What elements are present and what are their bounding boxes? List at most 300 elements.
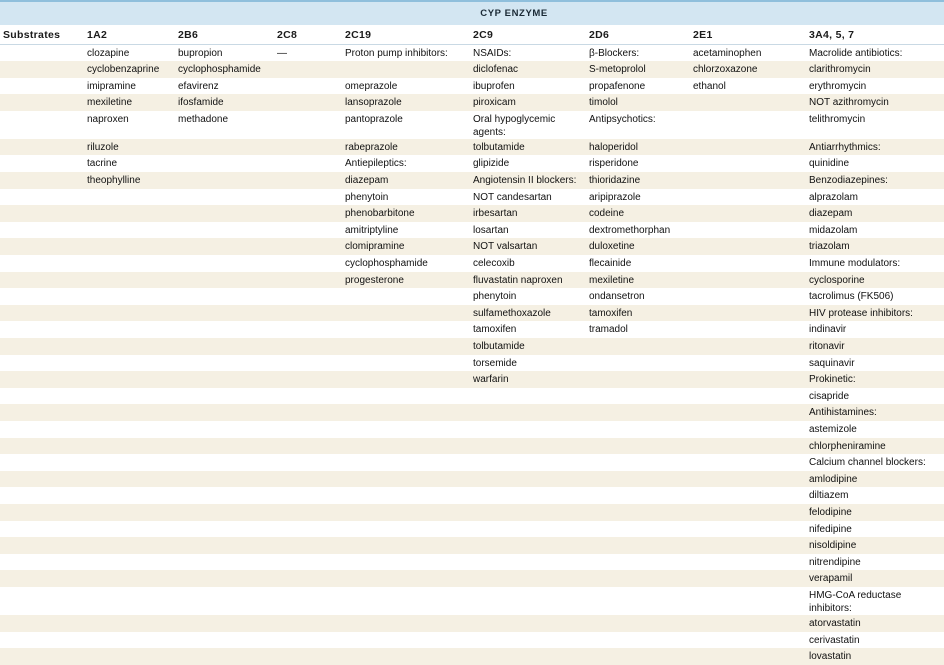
column-header-3a4-5-7: 3A4, 5, 7 <box>806 25 944 45</box>
cell-2e1 <box>690 139 806 156</box>
cell-2c9 <box>470 648 586 665</box>
cell-substrates <box>0 255 84 272</box>
table-row <box>0 454 944 471</box>
cell-2e1: ethanol <box>690 78 806 95</box>
cell-1a2 <box>84 454 175 471</box>
cell-substrates <box>0 155 84 172</box>
cell-2c8 <box>274 338 342 355</box>
cell-2d6 <box>586 371 690 388</box>
cell-substrates <box>0 504 84 521</box>
cell-3a4-5-7: Prokinetic: <box>806 371 944 388</box>
cell-2c8 <box>274 454 342 471</box>
cell-2c8 <box>274 648 342 665</box>
cell-1a2: riluzole <box>84 139 175 156</box>
cell-3a4-5-7: HMG-CoA reductase inhibitors: <box>806 587 944 615</box>
cell-2d6: risperidone <box>586 155 690 172</box>
cell-1a2 <box>84 554 175 571</box>
cell-1a2 <box>84 632 175 649</box>
cell-1a2: imipramine <box>84 78 175 95</box>
table-row <box>0 355 944 372</box>
cell-substrates <box>0 632 84 649</box>
cell-1a2 <box>84 404 175 421</box>
table-row <box>0 338 944 355</box>
cell-2c9: phenytoin <box>470 288 586 305</box>
cell-2c8 <box>274 471 342 488</box>
cell-substrates <box>0 404 84 421</box>
cell-2b6 <box>175 305 274 322</box>
cell-2e1 <box>690 554 806 571</box>
cell-1a2 <box>84 321 175 338</box>
cell-2c19: rabeprazole <box>342 139 470 156</box>
cell-2c9 <box>470 632 586 649</box>
cell-2d6 <box>586 471 690 488</box>
table-row <box>0 404 944 421</box>
cell-2b6 <box>175 255 274 272</box>
cell-3a4-5-7: HIV protease inhibitors: <box>806 305 944 322</box>
cell-2c8 <box>274 111 342 139</box>
cell-2e1 <box>690 521 806 538</box>
cell-substrates <box>0 421 84 438</box>
table-row <box>0 288 944 305</box>
cell-substrates <box>0 238 84 255</box>
cell-2d6: timolol <box>586 94 690 111</box>
cell-2b6 <box>175 648 274 665</box>
cell-2c8 <box>274 205 342 222</box>
cell-2d6: flecainide <box>586 255 690 272</box>
cell-2c19 <box>342 587 470 615</box>
table-row <box>0 487 944 504</box>
cell-2b6 <box>175 632 274 649</box>
cell-2c19 <box>342 404 470 421</box>
cell-2c8 <box>274 554 342 571</box>
cell-2d6 <box>586 587 690 615</box>
cell-substrates <box>0 172 84 189</box>
cell-substrates <box>0 45 84 62</box>
table-row <box>0 189 944 206</box>
cell-2c19: Antiepileptics: <box>342 155 470 172</box>
cell-2d6: codeine <box>586 205 690 222</box>
cell-2d6 <box>586 438 690 455</box>
cell-substrates <box>0 78 84 95</box>
cell-2c9: diclofenac <box>470 61 586 78</box>
cell-2b6 <box>175 454 274 471</box>
cell-2b6 <box>175 554 274 571</box>
cell-2c8 <box>274 632 342 649</box>
table-row <box>0 321 944 338</box>
cell-2b6: methadone <box>175 111 274 139</box>
cell-2c9 <box>470 454 586 471</box>
table-body <box>0 45 944 665</box>
column-header-2c9: 2C9 <box>470 25 586 45</box>
cell-2b6 <box>175 570 274 587</box>
cell-2c9: irbesartan <box>470 205 586 222</box>
cell-2c8 <box>274 288 342 305</box>
cell-substrates <box>0 371 84 388</box>
cell-2d6: thioridazine <box>586 172 690 189</box>
cell-substrates <box>0 272 84 289</box>
cell-2c9 <box>470 521 586 538</box>
cell-2d6: tamoxifen <box>586 305 690 322</box>
cell-2c19 <box>342 487 470 504</box>
cell-2e1 <box>690 355 806 372</box>
table-row <box>0 78 944 95</box>
cell-2c19 <box>342 305 470 322</box>
table-row <box>0 272 944 289</box>
cell-2c8 <box>274 371 342 388</box>
cell-3a4-5-7: nifedipine <box>806 521 944 538</box>
cell-2b6 <box>175 139 274 156</box>
cell-2c19: cyclophosphamide <box>342 255 470 272</box>
cell-2e1 <box>690 321 806 338</box>
table-row <box>0 570 944 587</box>
cell-1a2: theophylline <box>84 172 175 189</box>
cell-3a4-5-7: quinidine <box>806 155 944 172</box>
group-header-cyp-enzyme: CYP ENZYME <box>84 2 944 25</box>
cell-3a4-5-7: cisapride <box>806 388 944 405</box>
cell-1a2 <box>84 487 175 504</box>
cell-2b6 <box>175 487 274 504</box>
table-row <box>0 648 944 665</box>
cell-substrates <box>0 537 84 554</box>
table-row <box>0 388 944 405</box>
cell-2c9 <box>470 487 586 504</box>
table-row <box>0 172 944 189</box>
cell-2c9 <box>470 421 586 438</box>
cell-substrates <box>0 471 84 488</box>
table-row <box>0 521 944 538</box>
cell-2e1: chlorzoxazone <box>690 61 806 78</box>
cell-1a2 <box>84 537 175 554</box>
cell-substrates <box>0 388 84 405</box>
column-header-2b6: 2B6 <box>175 25 274 45</box>
cell-2c8 <box>274 78 342 95</box>
cell-substrates <box>0 487 84 504</box>
cell-2e1 <box>690 272 806 289</box>
cell-substrates <box>0 521 84 538</box>
cell-2b6 <box>175 222 274 239</box>
cell-2e1 <box>690 238 806 255</box>
cell-2d6 <box>586 521 690 538</box>
cell-2c8 <box>274 388 342 405</box>
cell-2e1 <box>690 155 806 172</box>
cell-2b6 <box>175 404 274 421</box>
cell-2c9 <box>470 438 586 455</box>
cell-2b6 <box>175 189 274 206</box>
table-row <box>0 238 944 255</box>
table-row <box>0 554 944 571</box>
cell-1a2 <box>84 615 175 632</box>
cell-2c9: fluvastatin naproxen <box>470 272 586 289</box>
cell-2c19 <box>342 421 470 438</box>
cell-2c19: phenytoin <box>342 189 470 206</box>
cell-3a4-5-7: verapamil <box>806 570 944 587</box>
cell-2d6 <box>586 615 690 632</box>
column-header-2c19: 2C19 <box>342 25 470 45</box>
cell-2c8 <box>274 255 342 272</box>
table-row <box>0 537 944 554</box>
cell-2e1 <box>690 94 806 111</box>
cell-2c8 <box>274 615 342 632</box>
cell-2c8 <box>274 355 342 372</box>
cell-substrates <box>0 94 84 111</box>
cell-1a2 <box>84 587 175 615</box>
cell-substrates <box>0 139 84 156</box>
cell-2c19 <box>342 438 470 455</box>
cell-2b6 <box>175 388 274 405</box>
cell-2e1 <box>690 255 806 272</box>
cell-substrates <box>0 189 84 206</box>
cell-2e1 <box>690 288 806 305</box>
cell-2c8 <box>274 587 342 615</box>
cell-2d6 <box>586 421 690 438</box>
cell-2b6 <box>175 155 274 172</box>
cell-substrates <box>0 111 84 139</box>
cell-2c19: lansoprazole <box>342 94 470 111</box>
column-header-2d6: 2D6 <box>586 25 690 45</box>
cell-2c9: Angiotensin II blockers: <box>470 172 586 189</box>
cell-2c19 <box>342 288 470 305</box>
cell-2c9 <box>470 404 586 421</box>
cell-2d6 <box>586 537 690 554</box>
cell-1a2: clozapine <box>84 45 175 62</box>
cell-3a4-5-7: Immune modulators: <box>806 255 944 272</box>
cell-2d6: propafenone <box>586 78 690 95</box>
cell-2c19 <box>342 632 470 649</box>
cell-3a4-5-7: diazepam <box>806 205 944 222</box>
cell-2b6 <box>175 321 274 338</box>
cell-substrates <box>0 338 84 355</box>
cell-1a2: tacrine <box>84 155 175 172</box>
cell-2c9: NSAIDs: <box>470 45 586 62</box>
cyp-substrate-table <box>0 2 944 665</box>
cell-1a2 <box>84 189 175 206</box>
table-row <box>0 255 944 272</box>
cell-2b6 <box>175 355 274 372</box>
cell-2c19 <box>342 321 470 338</box>
cell-2d6: aripiprazole <box>586 189 690 206</box>
cell-2c9 <box>470 537 586 554</box>
cell-2e1 <box>690 570 806 587</box>
cell-3a4-5-7: clarithromycin <box>806 61 944 78</box>
cell-2b6 <box>175 371 274 388</box>
cell-2c19 <box>342 471 470 488</box>
cell-2d6: S-metoprolol <box>586 61 690 78</box>
cell-2c9 <box>470 615 586 632</box>
cell-3a4-5-7: indinavir <box>806 321 944 338</box>
cell-3a4-5-7: Benzodiazepines: <box>806 172 944 189</box>
cell-2c8 <box>274 222 342 239</box>
cell-2d6 <box>586 570 690 587</box>
table-row <box>0 421 944 438</box>
cell-2d6 <box>586 404 690 421</box>
group-header-spacer <box>0 2 84 25</box>
cell-3a4-5-7: chlorpheniramine <box>806 438 944 455</box>
cell-1a2 <box>84 438 175 455</box>
cell-2b6 <box>175 587 274 615</box>
cell-3a4-5-7: cerivastatin <box>806 632 944 649</box>
cell-2c9 <box>470 504 586 521</box>
cell-3a4-5-7: telithromycin <box>806 111 944 139</box>
cell-2e1 <box>690 438 806 455</box>
cell-2b6 <box>175 272 274 289</box>
cell-1a2: naproxen <box>84 111 175 139</box>
cell-2c8 <box>274 238 342 255</box>
cell-3a4-5-7: triazolam <box>806 238 944 255</box>
cell-2c8 <box>274 438 342 455</box>
cell-1a2 <box>84 504 175 521</box>
table-row <box>0 222 944 239</box>
cell-2e1 <box>690 537 806 554</box>
cell-2e1 <box>690 421 806 438</box>
cell-2b6: cyclophosphamide <box>175 61 274 78</box>
cell-2c9 <box>470 570 586 587</box>
cell-3a4-5-7: lovastatin <box>806 648 944 665</box>
cell-1a2 <box>84 305 175 322</box>
cell-3a4-5-7: Calcium channel blockers: <box>806 454 944 471</box>
cell-2b6: ifosfamide <box>175 94 274 111</box>
cell-2e1 <box>690 371 806 388</box>
cell-1a2 <box>84 521 175 538</box>
table-row <box>0 438 944 455</box>
cell-2d6: tramadol <box>586 321 690 338</box>
cell-2e1 <box>690 388 806 405</box>
column-header-2e1: 2E1 <box>690 25 806 45</box>
table-row <box>0 94 944 111</box>
cell-3a4-5-7: nitrendipine <box>806 554 944 571</box>
table-row <box>0 471 944 488</box>
cell-substrates <box>0 587 84 615</box>
table-row <box>0 371 944 388</box>
cell-2e1 <box>690 404 806 421</box>
cell-substrates <box>0 554 84 571</box>
cell-substrates <box>0 288 84 305</box>
cell-substrates <box>0 615 84 632</box>
cell-2e1: acetaminophen <box>690 45 806 62</box>
cell-2d6 <box>586 454 690 471</box>
table-row <box>0 205 944 222</box>
cell-3a4-5-7: Antiarrhythmics: <box>806 139 944 156</box>
cell-2c19 <box>342 504 470 521</box>
cell-2d6 <box>586 338 690 355</box>
table-row <box>0 111 944 139</box>
cell-2d6 <box>586 632 690 649</box>
cell-3a4-5-7: tacrolimus (FK506) <box>806 288 944 305</box>
cell-2c8 <box>274 570 342 587</box>
cell-2b6 <box>175 338 274 355</box>
cell-3a4-5-7: NOT azithromycin <box>806 94 944 111</box>
cell-2b6 <box>175 504 274 521</box>
table-row <box>0 45 944 62</box>
cell-2c19 <box>342 355 470 372</box>
cell-2c9 <box>470 388 586 405</box>
cell-substrates <box>0 648 84 665</box>
cell-2c19: amitriptyline <box>342 222 470 239</box>
cell-2c8 <box>274 537 342 554</box>
cell-2c9 <box>470 471 586 488</box>
group-header-row <box>0 2 944 25</box>
cell-2c9 <box>470 554 586 571</box>
cell-2c9 <box>470 587 586 615</box>
cell-2d6 <box>586 487 690 504</box>
cell-2c8 <box>274 504 342 521</box>
table-row <box>0 139 944 156</box>
cell-2d6 <box>586 504 690 521</box>
cell-1a2 <box>84 338 175 355</box>
table-row <box>0 155 944 172</box>
cell-2c9: tolbutamide <box>470 139 586 156</box>
cell-2c19: pantoprazole <box>342 111 470 139</box>
cell-1a2 <box>84 471 175 488</box>
cell-3a4-5-7: Macrolide antibiotics: <box>806 45 944 62</box>
cell-2c8 <box>274 139 342 156</box>
cell-2e1 <box>690 338 806 355</box>
cell-2c9: tolbutamide <box>470 338 586 355</box>
cell-1a2 <box>84 272 175 289</box>
cell-3a4-5-7: diltiazem <box>806 487 944 504</box>
cell-2c9: NOT candesartan <box>470 189 586 206</box>
cell-2b6 <box>175 205 274 222</box>
cell-substrates <box>0 205 84 222</box>
cell-2c8 <box>274 404 342 421</box>
cell-2d6: dextromethorphan <box>586 222 690 239</box>
cell-2c8 <box>274 272 342 289</box>
cell-2d6 <box>586 554 690 571</box>
cell-1a2 <box>84 355 175 372</box>
cell-1a2 <box>84 255 175 272</box>
cell-2e1 <box>690 454 806 471</box>
cell-2e1 <box>690 172 806 189</box>
cell-2c9: torsemide <box>470 355 586 372</box>
cell-2c19 <box>342 537 470 554</box>
cell-2c19 <box>342 648 470 665</box>
cell-substrates <box>0 355 84 372</box>
cell-2e1 <box>690 189 806 206</box>
cell-substrates <box>0 454 84 471</box>
cell-3a4-5-7: ritonavir <box>806 338 944 355</box>
cell-2c9: Oral hypoglycemic agents: <box>470 111 586 139</box>
cell-3a4-5-7: cyclosporine <box>806 272 944 289</box>
cell-2c8 <box>274 94 342 111</box>
cell-3a4-5-7: atorvastatin <box>806 615 944 632</box>
cell-2c19 <box>342 338 470 355</box>
cell-substrates <box>0 438 84 455</box>
table-row <box>0 587 944 615</box>
cell-2c8 <box>274 421 342 438</box>
cell-2e1 <box>690 648 806 665</box>
cell-3a4-5-7: Antihistamines: <box>806 404 944 421</box>
column-header-2c8: 2C8 <box>274 25 342 45</box>
cell-2e1 <box>690 111 806 139</box>
cell-2d6: duloxetine <box>586 238 690 255</box>
cell-substrates <box>0 570 84 587</box>
cell-1a2 <box>84 222 175 239</box>
cell-substrates <box>0 222 84 239</box>
cell-2c8 <box>274 189 342 206</box>
cell-1a2: cyclobenzaprine <box>84 61 175 78</box>
cell-1a2 <box>84 288 175 305</box>
cell-2c19: diazepam <box>342 172 470 189</box>
cell-2c19 <box>342 570 470 587</box>
cell-2c9: piroxicam <box>470 94 586 111</box>
cell-2b6 <box>175 471 274 488</box>
cell-substrates <box>0 305 84 322</box>
cell-2b6 <box>175 537 274 554</box>
cell-2d6: β-Blockers: <box>586 45 690 62</box>
cell-2c19: phenobarbitone <box>342 205 470 222</box>
cell-substrates <box>0 321 84 338</box>
cell-3a4-5-7: amlodipine <box>806 471 944 488</box>
cell-2c19 <box>342 454 470 471</box>
